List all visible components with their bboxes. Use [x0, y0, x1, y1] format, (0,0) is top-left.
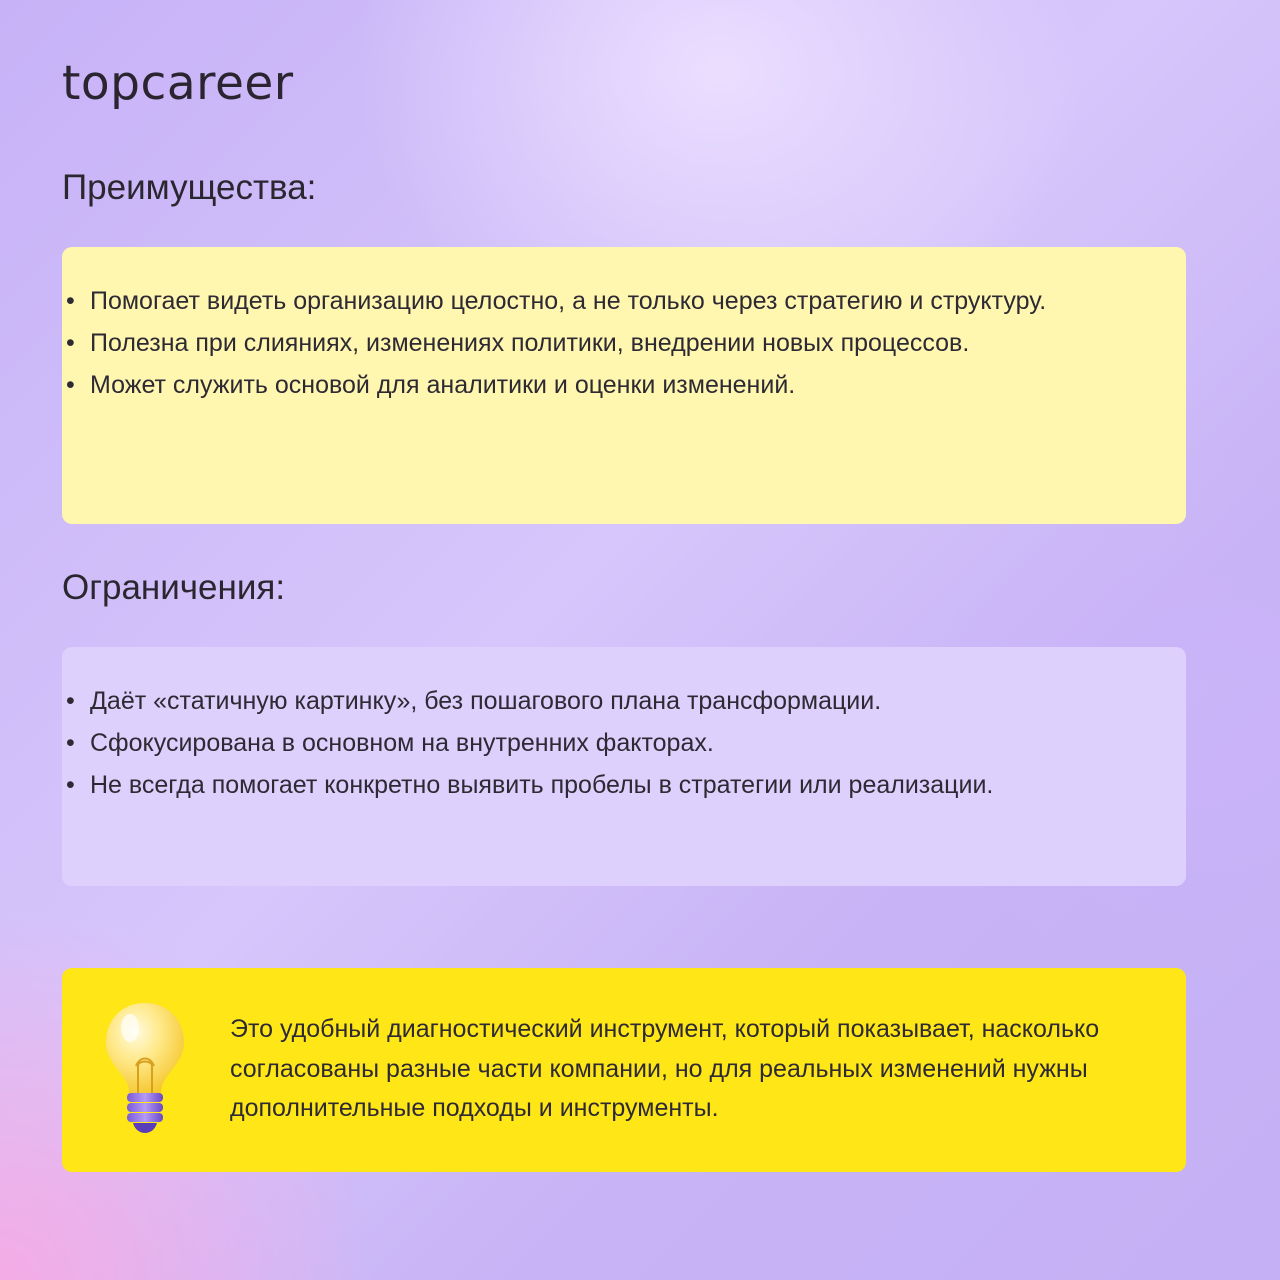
brand-logo: topcareer	[62, 56, 294, 111]
list-item: • Помогает видеть организацию целостно, а не только через стратегию и структуру.	[90, 283, 1050, 320]
bullet-icon: •	[66, 371, 75, 399]
list-item: • Может служить основой для аналитики и оценки изменений.	[90, 367, 1050, 404]
advantages-heading: Преимущества:	[62, 168, 317, 207]
bullet-icon: •	[66, 329, 75, 357]
list-item: • Полезна при слияниях, изменениях политики, внедрении новых процессов.	[90, 325, 1050, 362]
list-item: • Не всегда помогает конкретно выявить пробелы в стратегии или реализации.	[90, 767, 1050, 804]
bullet-icon: •	[66, 287, 75, 315]
summary-tip-text: Это удобный диагностический инструмент, который показывает, насколько согласованы разные части компании, но для реальных изменений нужны дополнительные подходы и инструменты.	[230, 1015, 1100, 1122]
list-item: • Сфокусирована в основном на внутренних факторах.	[90, 725, 1050, 762]
bullet-icon: •	[66, 687, 75, 715]
lightbulb-icon	[100, 1000, 190, 1136]
advantages-list	[66, 283, 1050, 409]
bullet-icon: •	[66, 729, 75, 757]
limitations-heading: Ограничения:	[62, 568, 286, 607]
list-item: • Даёт «статичную картинку», без пошагового плана трансформации.	[90, 683, 1050, 720]
limitations-list	[66, 683, 1050, 809]
bullet-icon: •	[66, 771, 75, 799]
